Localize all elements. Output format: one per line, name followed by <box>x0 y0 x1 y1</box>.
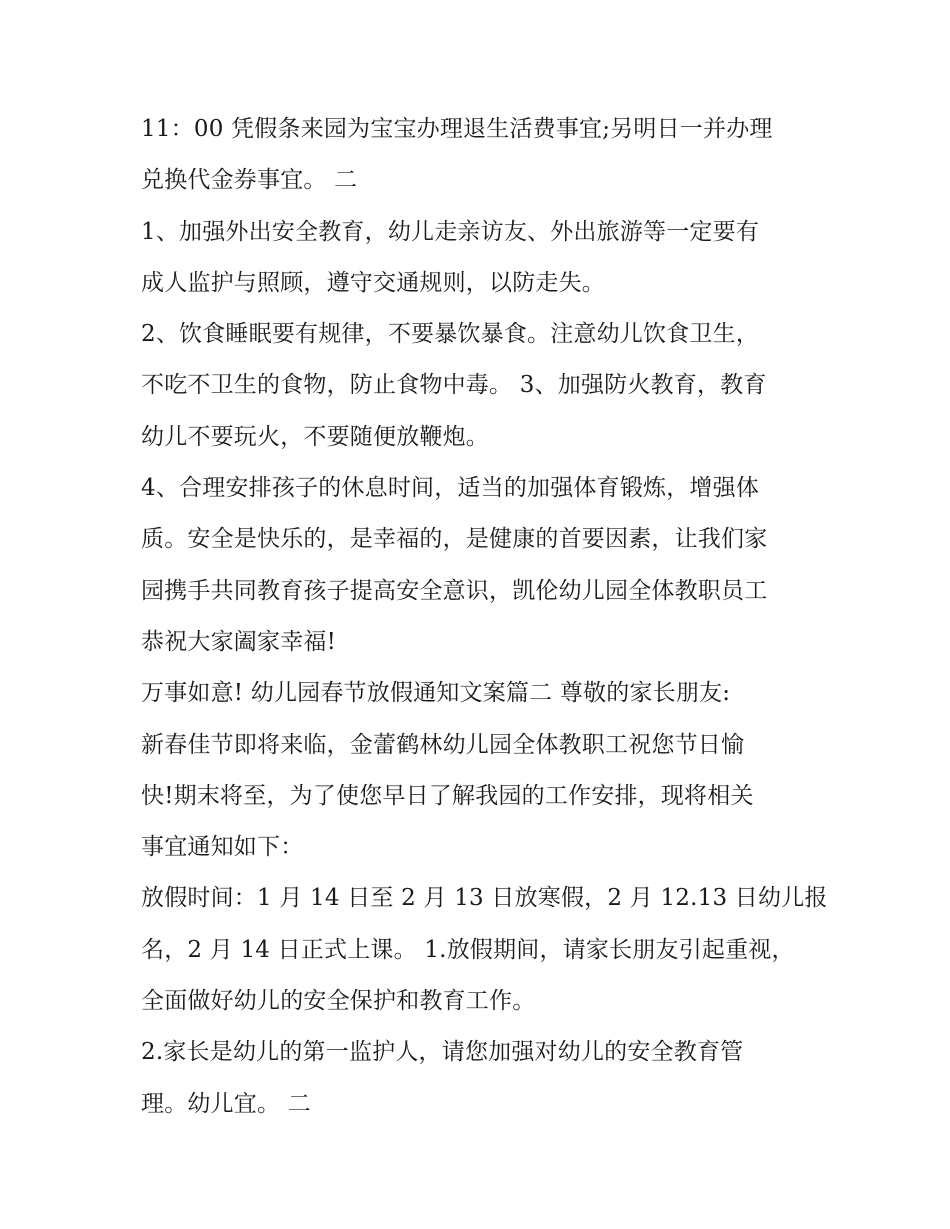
text-line: 1、加强外出安全教育，幼儿走亲访友、外出旅游等一定要有 <box>141 218 760 245</box>
text-line: 全面做好幼儿的安全保护和教育工作。 <box>141 988 536 1015</box>
text-line: 恭祝大家阖家幸福! <box>141 628 337 655</box>
document-body <box>141 104 831 1130</box>
text-line: 2.家长是幼儿的第一监护人，请您加强对幼儿的安全教育管 <box>141 1039 744 1066</box>
text-line: 不吃不卫生的食物，防止食物中毒。 3、加强防火教育，教育 <box>141 372 767 399</box>
text-line: 快!期末将至，为了使您早日了解我园的工作安排，现将相关 <box>141 782 754 809</box>
text-line: 成人监护与照顾，遵守交通规则，以防走失。 <box>141 269 605 296</box>
text-line: 11：00 凭假条来园为宝宝办理退生活费事宜;另明日一并办理 <box>141 116 773 142</box>
text-line: 兑换代金券事宜。 二 <box>141 167 358 194</box>
text-line: 园携手共同教育孩子提高安全意识，凯伦幼儿园全体教职员工 <box>141 577 768 604</box>
text-line: 名，2 月 14 日正式上课。 1.放假期间，请家长朋友引起重视， <box>141 936 795 963</box>
text-line: 新春佳节即将来临，金蕾鹤林幼儿园全体教职工祝您节日愉 <box>141 731 745 758</box>
text-line: 2、饮食睡眠要有规律，不要暴饮暴食。注意幼儿饮食卫生， <box>141 321 760 348</box>
text-line: 质。安全是快乐的，是幸福的，是健康的首要因素，让我们家 <box>141 526 768 553</box>
text-line: 事宜通知如下： <box>141 834 304 861</box>
text-line: 幼儿不要玩火，不要随便放鞭炮。 <box>141 423 489 450</box>
text-line: 理。幼儿宜。 二 <box>141 1090 311 1117</box>
text-line: 放假时间：1 月 14 日至 2 月 13 日放寒假，2 月 12.13 日幼儿报 <box>141 885 828 912</box>
text-line: 万事如意! 幼儿园春节放假通知文案篇二 尊敬的家长朋友: <box>141 680 731 707</box>
text-line: 4、合理安排孩子的休息时间，适当的加强体育锻炼，增强体 <box>141 475 760 502</box>
